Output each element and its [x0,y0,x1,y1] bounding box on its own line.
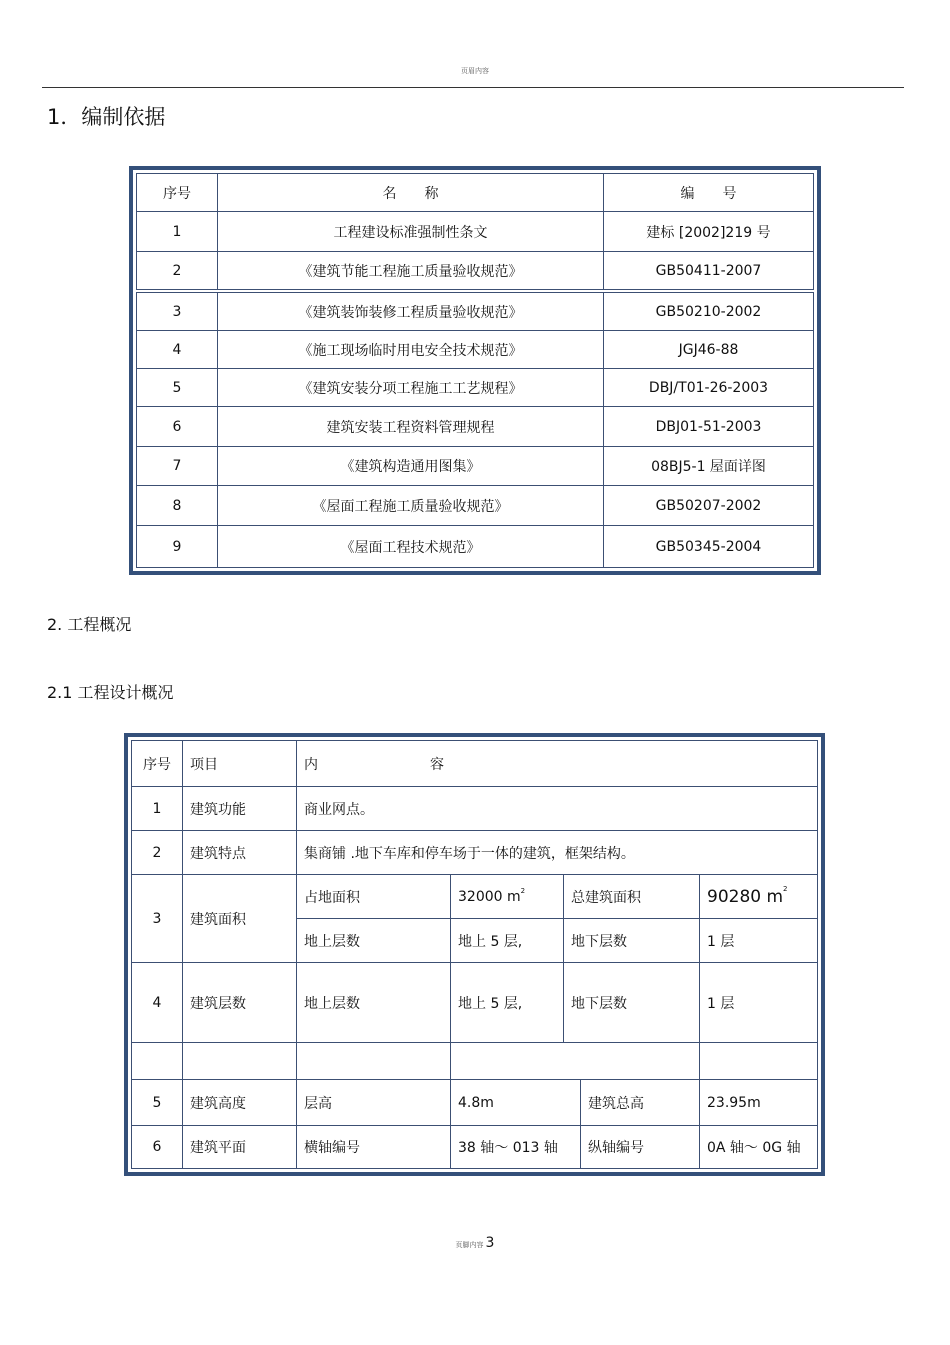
cell-value: 38 轴～ 013 轴 [451,1126,581,1169]
cell-item: 建筑面积 [183,875,297,963]
cell-no: 2 [132,831,183,875]
section-1-title: 1．编制依据 [47,105,166,129]
cell-label: 地下层数 [564,963,700,1043]
cell-name: 《建筑构造通用图集》 [218,447,604,486]
table-row [137,369,814,407]
cell-name: 建筑安装工程资料管理规程 [218,407,604,447]
cell-item: 建筑平面 [183,1126,297,1169]
header-cell-code: 编 号 [604,174,814,212]
cell-no: 3 [137,293,218,331]
cell-value: 4.8m [451,1080,581,1126]
cell-no: 9 [137,526,218,568]
table-row [137,447,814,486]
cell-label: 地上层数 [297,963,451,1043]
cell-label: 横轴编号 [297,1126,451,1169]
table-row [132,1080,818,1126]
cell-label: 建筑总高 [581,1080,700,1126]
table-row [132,1126,818,1169]
table-header-row [137,174,814,212]
cell-code: GB50207-2002 [604,486,814,526]
cell-no: 1 [132,787,183,831]
cell-land-area-label: 占地面积 [297,875,451,919]
table-row [137,331,814,369]
table-row [132,875,818,919]
cell-no: 5 [132,1080,183,1126]
empty-row [132,1043,818,1080]
cell-item: 建筑特点 [183,831,297,875]
cell-code: GB50210-2002 [604,293,814,331]
cell-code: GB50411-2007 [604,252,814,290]
cell-label: 层高 [297,1080,451,1126]
section-2-title: 2. 工程概况 [47,615,132,634]
header-cell-name: 名 称 [218,174,604,212]
table-row [137,212,814,252]
section-2-1-title: 2.1 工程设计概况 [47,683,174,702]
cell-content: 集商铺 .地下车库和停车场于一体的建筑，框架结构。 [297,831,818,875]
cell-no: 8 [137,486,218,526]
table-row [137,526,814,568]
cell-name: 《屋面工程技术规范》 [218,526,604,568]
cell-name: 《建筑装饰装修工程质量验收规范》 [218,293,604,331]
header-rule [42,87,904,88]
header-cell-no: 序号 [132,741,183,787]
cell-no: 4 [132,963,183,1043]
cell-code: 08BJ5-1 屋面详图 [604,447,814,486]
page-header-text: 页眉内容 [461,67,489,75]
cell-no: 7 [137,447,218,486]
cell-value: 1 层 [700,919,818,963]
cell-item: 建筑功能 [183,787,297,831]
cell-label: 地上层数 [297,919,451,963]
table-row [132,787,818,831]
cell-name: 《建筑安装分项工程施工工艺规程》 [218,369,604,407]
table-header-row [132,741,818,787]
cell-code: DBJ01-51-2003 [604,407,814,447]
cell-no: 1 [137,212,218,252]
table-row [137,252,814,290]
table-row [132,963,818,1043]
cell-no: 6 [132,1126,183,1169]
design-overview-table [124,733,825,1176]
cell-name: 《屋面工程施工质量验收规范》 [218,486,604,526]
page-number: 3 [485,1235,495,1251]
table-row [137,407,814,447]
cell-value: 地上 5 层, [451,963,564,1043]
cell-name: 工程建设标准强制性条文 [218,212,604,252]
cell-total-area-value: 90280 $m^2$ [700,875,818,919]
table-row [137,486,814,526]
cell-code: GB50345-2004 [604,526,814,568]
basis-table [129,166,821,575]
header-cell-content: 内 容 [297,741,818,787]
cell-name: 《施工现场临时用电安全技术规范》 [218,331,604,369]
cell-content: 商业网点。 [297,787,818,831]
cell-code: 建标 [2002]219 号 [604,212,814,252]
cell-no: 5 [137,369,218,407]
cell-value: 23.95m [700,1080,818,1126]
cell-value: 0A 轴～ 0G 轴 [700,1126,818,1169]
cell-item: 建筑高度 [183,1080,297,1126]
cell-code: JGJ46-88 [604,331,814,369]
header-cell-item: 项目 [183,741,297,787]
cell-land-area-value: 32000 $m^2$ [451,875,564,919]
cell-value: 地上 5 层, [451,919,564,963]
page-footer [0,1235,950,1251]
cell-total-area-label: 总建筑面积 [564,875,700,919]
cell-no: 3 [132,875,183,963]
cell-label: 地下层数 [564,919,700,963]
cell-value: 1 层 [700,963,818,1043]
cell-item: 建筑层数 [183,963,297,1043]
cell-no: 2 [137,252,218,290]
cell-code: DBJ/T01-26-2003 [604,369,814,407]
cell-name: 《建筑节能工程施工质量验收规范》 [218,252,604,290]
table-row [137,293,814,331]
cell-no: 6 [137,407,218,447]
cell-no: 4 [137,331,218,369]
cell-label: 纵轴编号 [581,1126,700,1169]
footer-text: 页脚内容 [455,1241,484,1249]
table-row [132,831,818,875]
header-cell-no: 序号 [137,174,218,212]
